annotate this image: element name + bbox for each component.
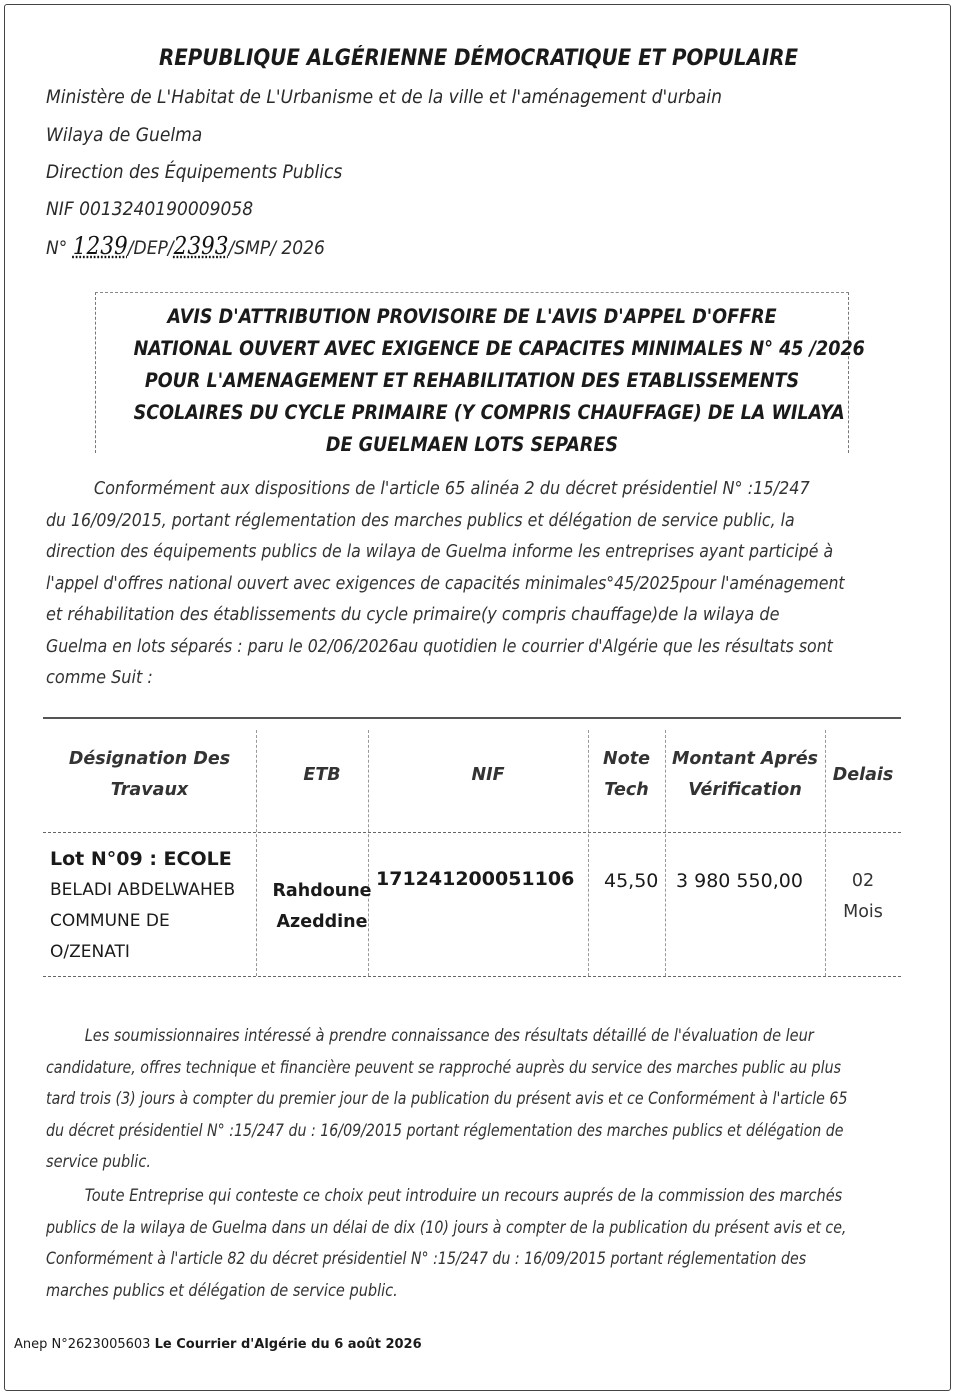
para-line: service public. [46,1152,151,1171]
etb-name [256,876,388,938]
header-nif: NIF [471,765,505,785]
lot-designation [50,844,235,968]
title-line-1: AVIS D'ATTRIBUTION PROVISOIRE DE L'AVIS D'APPEL D'OFFRE [167,305,777,328]
header-montant [665,744,825,806]
etb-line: Azeddine [276,912,368,932]
para-line: tard trois (3) jours à compter du premier jour de la publication du présent avis et ce Conformément à l'article 65 [46,1089,848,1108]
intro-line: et réhabilitation des établissements du cycle primaire(y compris chauffage)de la wilaya de [46,605,780,625]
para-line: Toute Entreprise qui conteste ce choix peut introduire un recours auprés de la commission des marchés [84,1186,843,1205]
ministry-line: Ministère de L'Habitat de L'Urbanisme et de la ville et l'aménagement d'urbain [46,86,722,108]
ref-prefix: N° [46,237,68,259]
anep-number: Anep N°2623005603 [14,1337,151,1352]
table-bottom-border [43,976,901,977]
delais-line: Mois [843,902,883,922]
intro-line: Conformément aux dispositions de l'article 65 alinéa 2 du décret présidentiel N° :15/247 [93,479,810,499]
header-note-tech [588,744,665,806]
intro-paragraph [46,474,906,695]
publication-source: Le Courrier d'Algérie du 6 août 2026 [154,1337,422,1352]
intro-line: du 16/09/2015, portant réglementation des marches publics et délégation de service public, la [46,510,795,531]
intro-line: l'appel d'offres national ouvert avec exigences de capacités minimales°45/2025pour l'aménagement [46,573,845,594]
para-line: du décret présidentiel N° :15/247 du : 16/09/2015 portant réglementation des marches publics et délégation de [46,1120,844,1140]
note-value: 45,50 [604,870,659,892]
header-designation-line: Travaux [110,780,189,800]
title-box [95,292,865,456]
appeal-paragraph [46,1180,906,1306]
lot-line: COMMUNE DE [50,911,170,931]
title-line-2: NATIONAL OUVERT AVEC EXIGENCE DE CAPACITES MINIMALES N° 45 /2026 [133,337,865,360]
para-line: Conformément à l'article 82 du décret présidentiel N° :15/247 du : 16/09/2015 portant réglementation des [46,1249,807,1268]
nif-value: 171241200051106 [376,868,575,890]
header-etb: ETB [303,765,341,785]
intro-line: Guelma en lots séparés : paru le 02/06/2026au quotidien le courrier d'Algérie que les résultats sont [46,636,833,657]
direction-line: Direction des Équipements Publics [46,161,343,183]
title-line-3: POUR L'AMENAGEMENT ET REHABILITATION DES ETABLISSEMENTS [144,369,800,392]
delais-value [825,866,901,928]
intro-line: direction des équipements publics de la wilaya de Guelma informe les entreprises ayant participé à [46,542,834,562]
para-line: candidature, offres technique et financière peuvent se rapproché auprès du service des marches public au plus [46,1057,841,1077]
header-note-line: Note [603,749,650,769]
delais-line: 02 [851,871,875,891]
lot-line: BELADI ABDELWAHEB [50,880,236,900]
wilaya-line: Wilaya de Guelma [46,124,203,146]
title-line-4: SCOLAIRES DU CYCLE PRIMAIRE (Y COMPRIS CHAUFFAGE) DE LA WILAYA [133,401,845,424]
ref-number-handwritten: 1239 [72,232,128,260]
para-line: marches publics et délégation de service public. [46,1280,398,1300]
header-delais: Delais [832,765,894,785]
table-top-border [43,717,901,719]
para-line: Les soumissionnaires intéressé à prendre connaissance des résultats détaillé de l'évaluation de leur [84,1026,814,1045]
header-note-line: Tech [604,780,649,800]
intro-line: comme Suit : [46,668,153,688]
notice-title [96,301,865,461]
header-designation [43,744,256,806]
lot-line: Lot N°09 : ECOLE [50,848,232,870]
ref-number2-handwritten: 2393 [173,232,229,260]
lot-line: O/ZENATI [50,942,130,962]
header-montant-line: Montant Aprés [672,749,818,769]
title-line-5: DE GUELMAEN LOTS SEPARES [325,433,619,456]
nif-line: NIF 0013240190009058 [46,198,254,220]
para-line: publics de la wilaya de Guelma dans un délai de dix (10) jours à compter de la publication du présent avis et ce, [46,1217,847,1237]
ref-mid: /DEP/ [127,237,174,259]
ref-suffix: /SMP/ 2026 [228,237,325,259]
publication-footer [14,1337,422,1352]
republic-heading: REPUBLIQUE ALGÉRIENNE DÉMOCRATIQUE ET POPULAIRE [158,46,799,71]
table-header-divider [43,832,901,833]
header-montant-line: Vérification [688,780,802,800]
consultation-paragraph [46,1020,906,1178]
montant-value: 3 980 550,00 [676,870,803,892]
header-designation-line: Désignation Des [68,749,231,769]
etb-line: Rahdoune [272,881,372,901]
reference-line [46,232,325,260]
